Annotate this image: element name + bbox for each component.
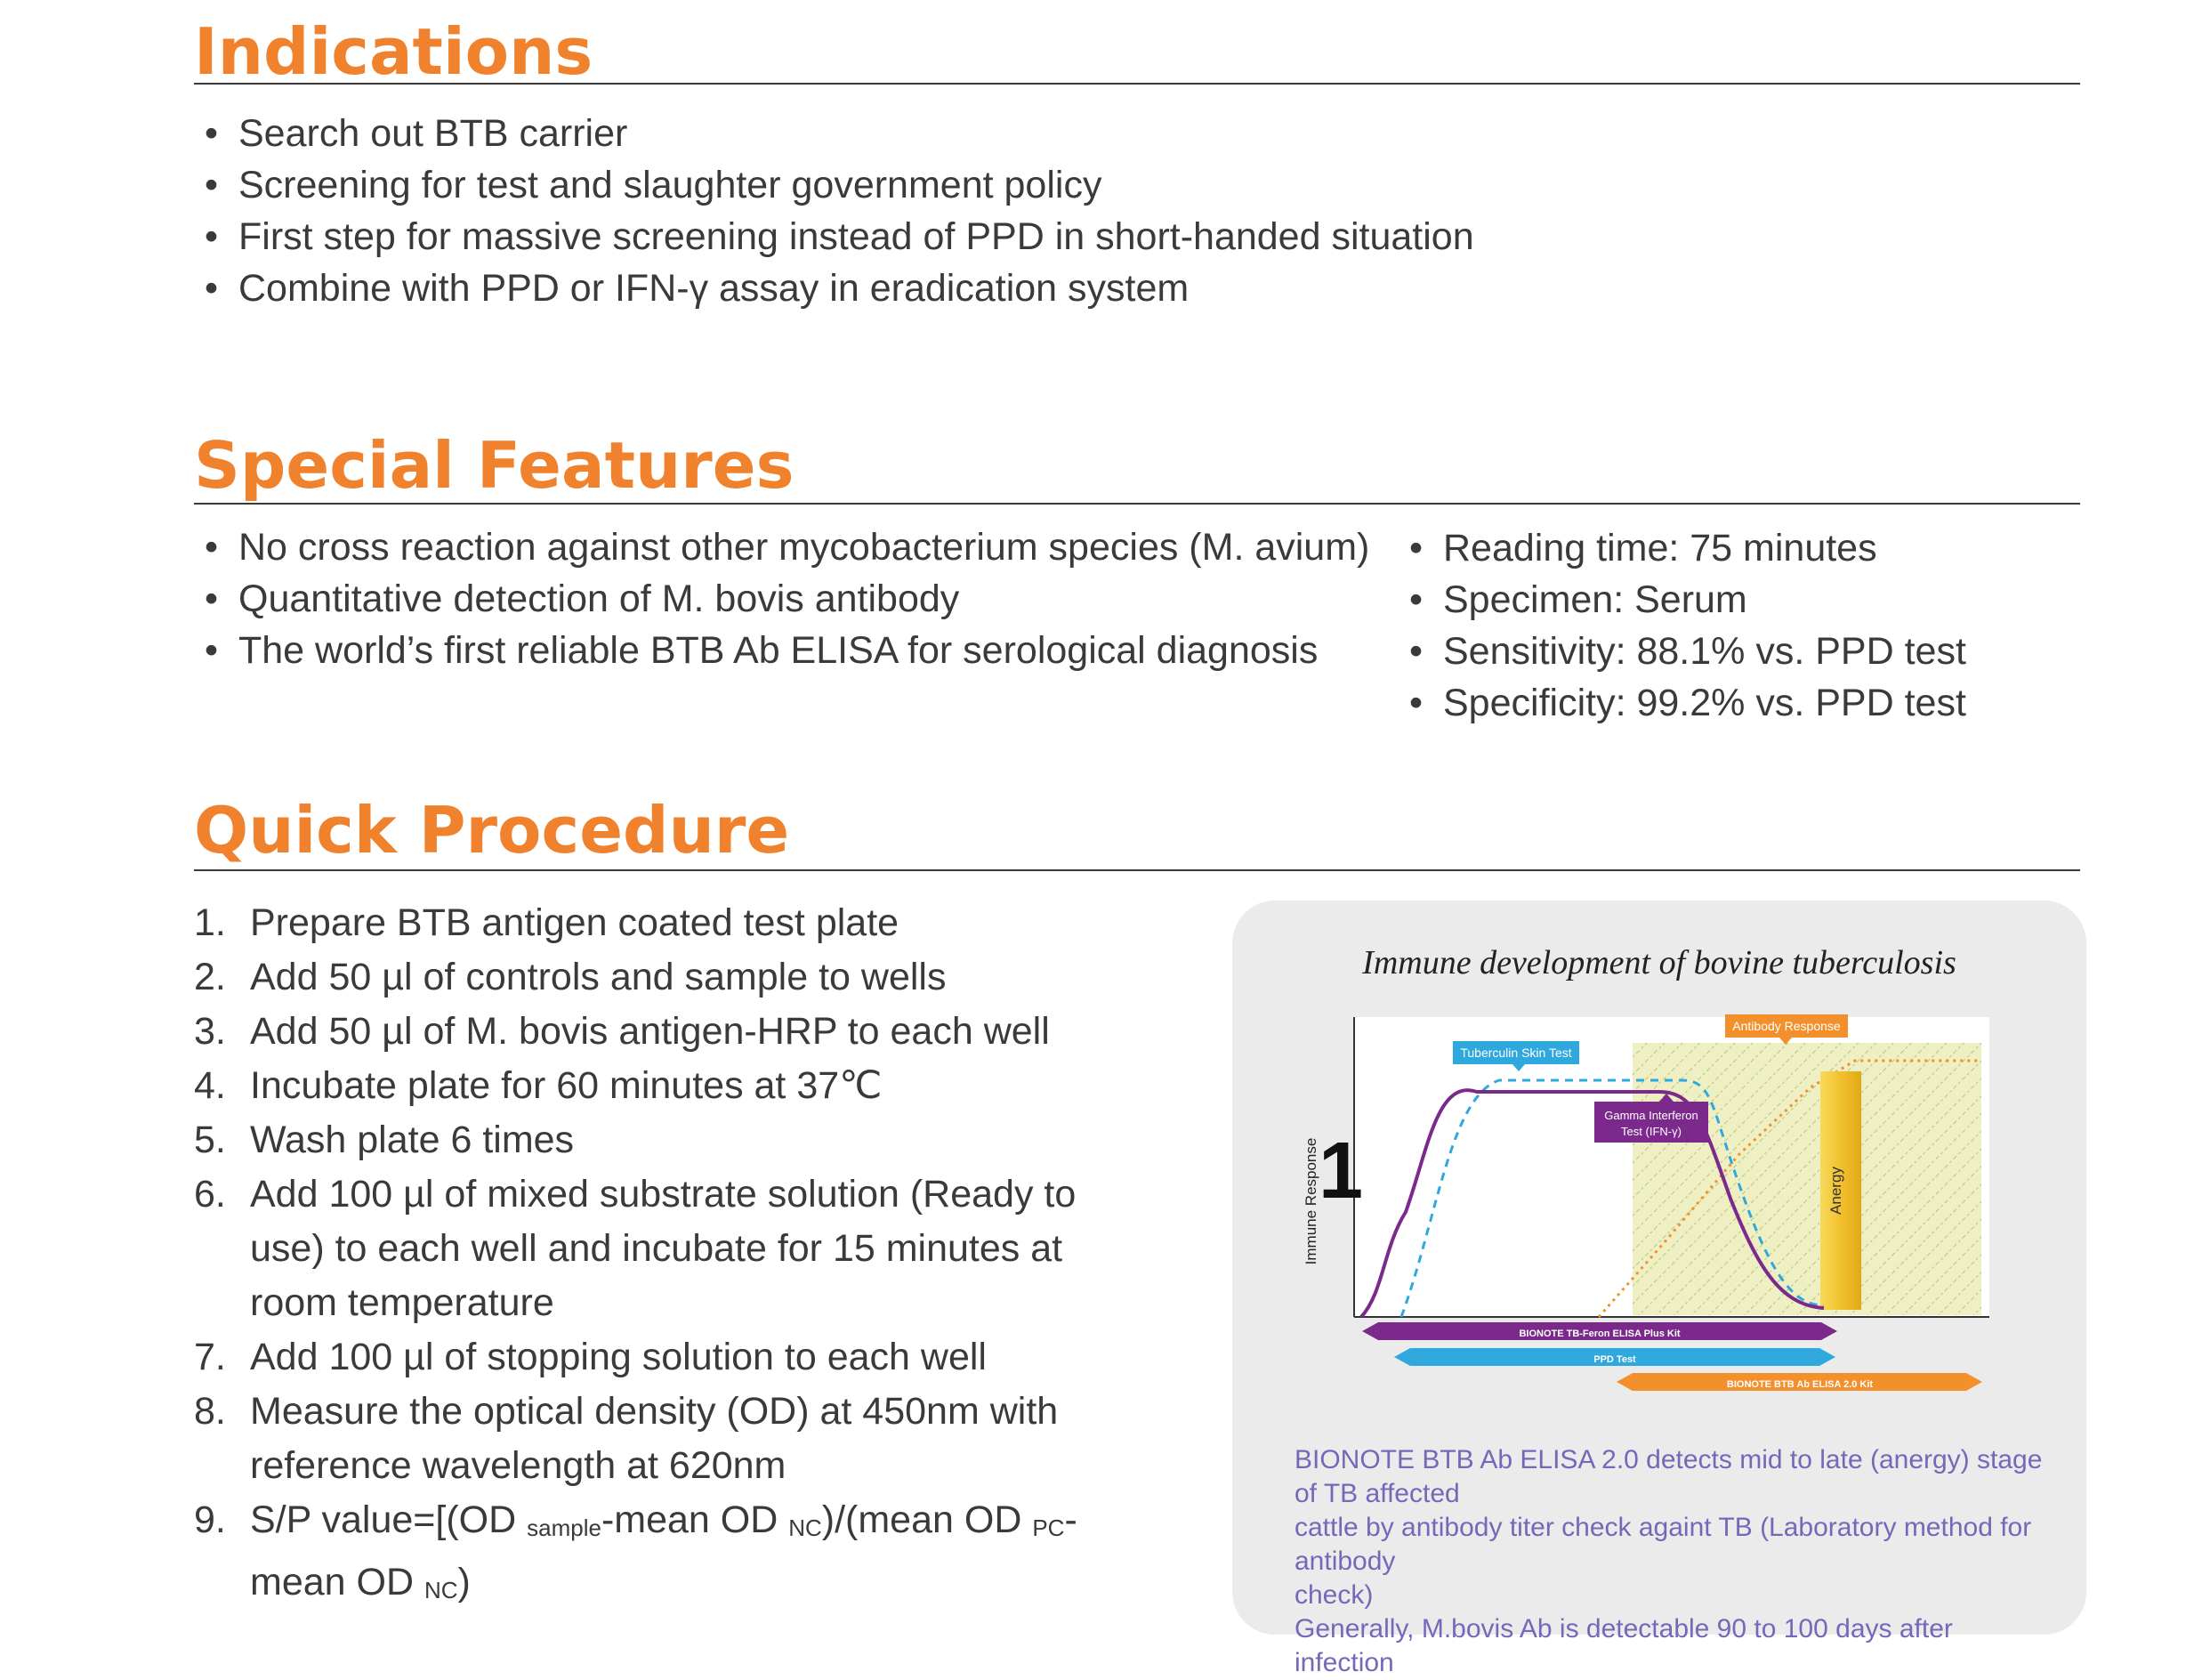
list-item: • Reading time: 75 minutes	[1399, 522, 1966, 574]
list-item: • Specimen: Serum	[1399, 574, 1966, 626]
special-features-heading: Special Features	[194, 428, 794, 503]
y-axis-label: Immune Response	[1303, 1137, 1319, 1265]
immune-diagram	[1286, 998, 2033, 1426]
procedure-step	[194, 950, 1084, 1005]
step-number: 5.	[194, 1119, 226, 1161]
quick-procedure-divider	[194, 869, 2080, 871]
diagram-title: Immune development of bovine tuberculosis	[1362, 944, 1956, 981]
list-item: • First step for massive screening instead of PPD in short-handed situation	[194, 211, 1474, 262]
features-left-list	[194, 521, 1369, 676]
list-item: • Specificity: 99.2% vs. PPD test	[1399, 677, 1966, 729]
gamma-label-line2: Test (IFN-γ)	[1621, 1125, 1682, 1138]
procedure-step	[194, 1385, 1084, 1493]
y-axis-tick: 1	[1318, 1127, 1364, 1216]
list-item: • Search out BTB carrier	[194, 108, 1474, 159]
step-number: 2.	[194, 956, 226, 998]
gamma-label-line1: Gamma Interferon	[1604, 1109, 1698, 1122]
step-text: Add 50 µl of controls and sample to wells	[250, 956, 947, 998]
step-text: Add 50 µl of M. bovis antigen-HRP to each well	[250, 1010, 1050, 1053]
quick-procedure-heading: Quick Procedure	[194, 793, 790, 868]
step-text: Add 100 µl of mixed substrate solution (Ready to use) to each well and incubate for 15 minutes at room temperature	[250, 1173, 1077, 1324]
step-number: 7.	[194, 1336, 226, 1378]
step-number: 4.	[194, 1064, 226, 1107]
list-item: • Sensitivity: 88.1% vs. PPD test	[1399, 626, 1966, 677]
step-number: 1.	[194, 901, 226, 944]
antibody-label: Antibody Response	[1732, 1019, 1841, 1033]
formula-subscript: NC	[423, 1577, 458, 1603]
formula-subscript: sample	[527, 1514, 601, 1541]
step-text: Add 100 µl of stopping solution to each well	[250, 1336, 987, 1378]
features-right-list	[1399, 522, 1966, 729]
step-number: 8.	[194, 1390, 226, 1433]
caption-line: cattle by antibody titer check againt TB (Laboratory method for antibody	[1295, 1513, 2032, 1576]
step-number: 9.	[194, 1498, 226, 1541]
anergy-label: Anergy	[1827, 1167, 1844, 1215]
caption-line: BIONOTE BTB Ab ELISA 2.0 detects mid to late (anergy) stage of TB affected	[1295, 1445, 2043, 1508]
step-text: Measure the optical density (OD) at 450nm with reference wavelength at 620nm	[250, 1390, 1059, 1487]
formula-subscript: NC	[788, 1514, 822, 1541]
list-item: • Quantitative detection of M. bovis antibody	[194, 573, 1369, 625]
list-item: • No cross reaction against other mycobacterium species (M. avium)	[194, 521, 1369, 573]
procedure-step	[194, 1005, 1084, 1059]
indications-list	[194, 108, 1474, 314]
procedure-step	[194, 1059, 1084, 1113]
formula-text	[250, 1493, 1084, 1618]
skin-test-label: Tuberculin Skin Test	[1460, 1046, 1572, 1060]
indications-divider	[194, 83, 2080, 85]
step-number: 6.	[194, 1173, 226, 1216]
formula-subscript: PC	[1032, 1514, 1065, 1541]
procedure-steps	[194, 896, 1084, 1618]
procedure-step	[194, 896, 1084, 950]
step-text: Prepare BTB antigen coated test plate	[250, 901, 899, 944]
caption-line: Generally, M.bovis Ab is detectable 90 to 100 days after infection	[1295, 1614, 1953, 1677]
formula-part: )	[457, 1561, 471, 1603]
btb-kit-label: BIONOTE BTB Ab ELISA 2.0 Kit	[1726, 1379, 1874, 1390]
procedure-step	[194, 1167, 1084, 1330]
diagram-caption	[1295, 1443, 2051, 1680]
immune-diagram-panel	[1232, 901, 2086, 1677]
caption-line: check)	[1295, 1580, 1374, 1610]
step-text: Wash plate 6 times	[250, 1119, 575, 1161]
ppd-test-label: PPD Test	[1593, 1354, 1636, 1365]
special-features-divider	[194, 503, 2080, 505]
formula-part: S/P value=[(OD	[250, 1498, 528, 1541]
antibody-region	[1633, 1043, 1981, 1315]
step-text: Incubate plate for 60 minutes at 37℃	[250, 1064, 883, 1107]
indications-heading: Indications	[194, 14, 593, 89]
procedure-step	[194, 1330, 1084, 1385]
step-number: 3.	[194, 1010, 226, 1053]
procedure-step-formula	[194, 1493, 1084, 1618]
feron-kit-label: BIONOTE TB-Feron ELISA Plus Kit	[1519, 1329, 1681, 1339]
list-item: • The world’s first reliable BTB Ab ELISA for serological diagnosis	[194, 625, 1369, 676]
list-item: • Screening for test and slaughter government policy	[194, 159, 1474, 211]
formula-part: -mean OD	[601, 1498, 789, 1541]
list-item: • Combine with PPD or IFN-γ assay in eradication system	[194, 262, 1474, 314]
formula-part: -mean OD	[250, 1498, 1077, 1603]
formula-part: )/(mean OD	[821, 1498, 1033, 1541]
procedure-step	[194, 1113, 1084, 1167]
